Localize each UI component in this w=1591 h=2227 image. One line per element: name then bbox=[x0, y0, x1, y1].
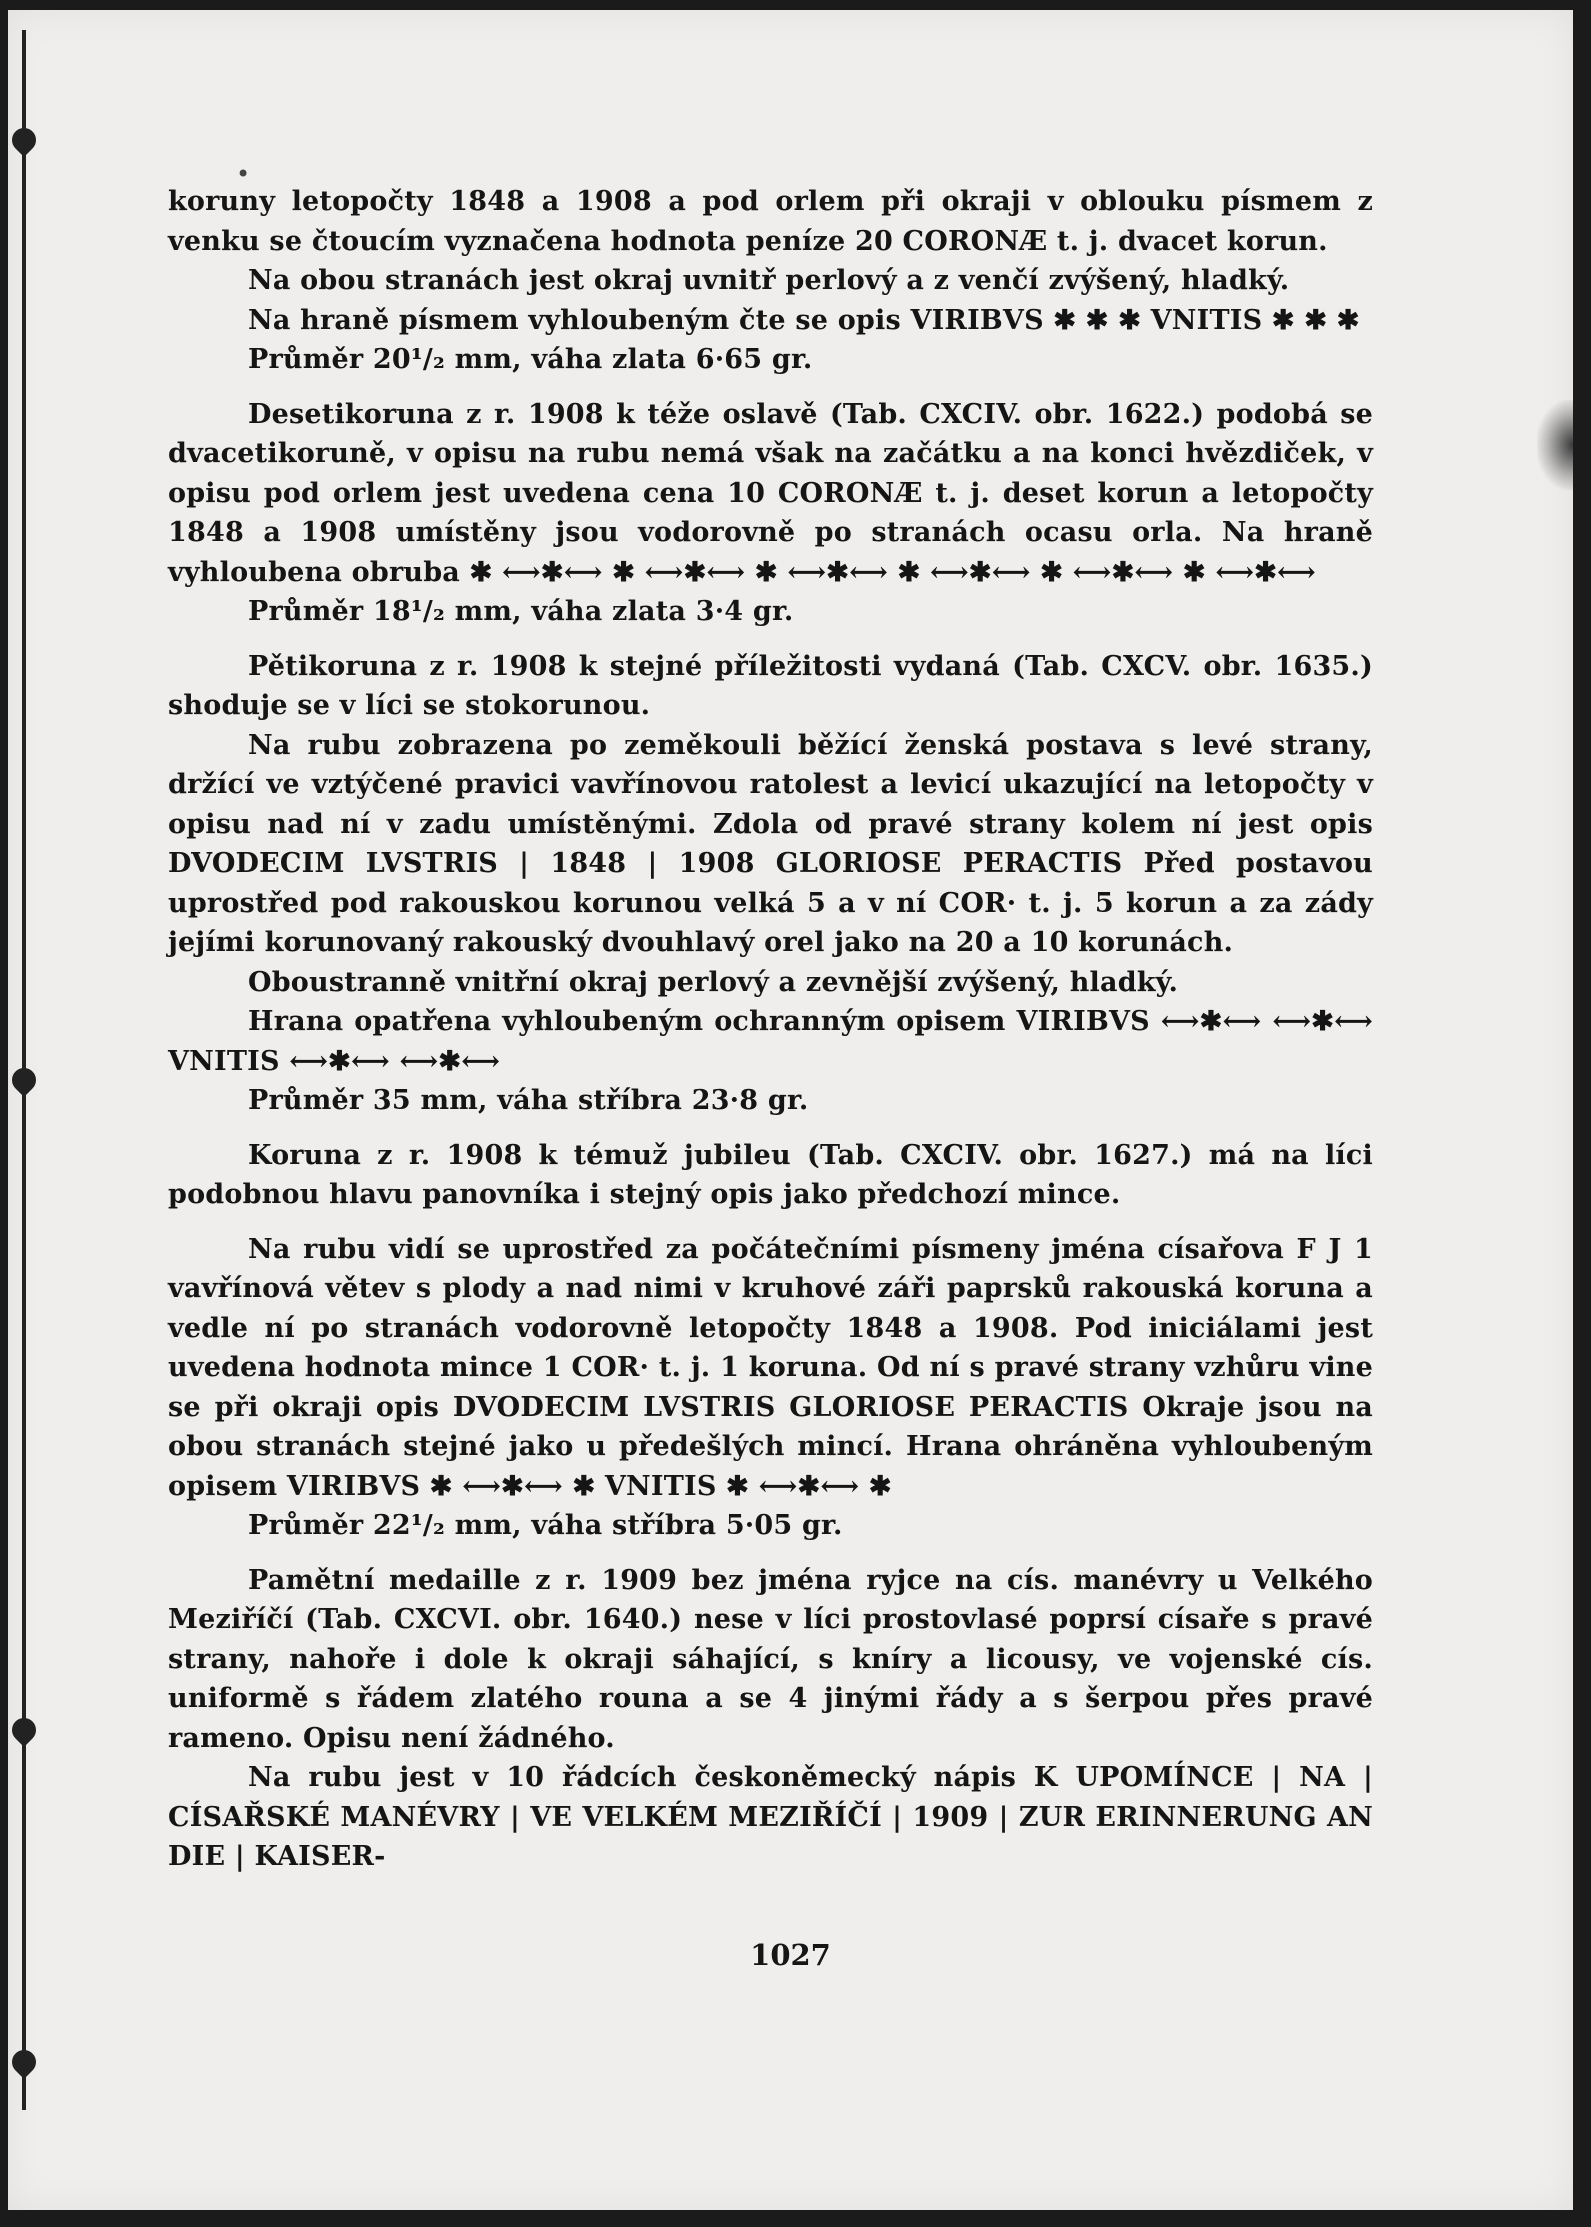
paragraph: Oboustranně vnitřní okraj perlový a zevnější zvýšený, hladký. bbox=[248, 966, 1179, 998]
scan-shadow bbox=[1537, 400, 1573, 490]
paragraph: koruny letopočty 1848 a 1908 a pod orlem při okraji v oblouku písmem z venku se čtoucím vyznačena hodnota peníze 20 CORONÆ t. j. dvacet korun. bbox=[168, 186, 1373, 257]
page-number: 1027 bbox=[750, 1938, 831, 1972]
paragraph: Na rubu zobrazena po zeměkouli běžící ženská postava s levé strany, držící ve vztýčené pravici vavřínovou ratolest a levicí ukazující na letopočty v opisu nad ní v zadu umístěnými. Zdola od pravé strany kolem ní jest opis DVODECIM LVSTRIS | 1848 | 1908 GLORIOSE PERACTIS Před postavou uprostřed pod rakouskou korunou velká 5 a v ní COR· t. j. 5 korun a za zády jejími korunovaný rakouský dvouhlavý orel jako na 20 a 10 korunách. bbox=[168, 729, 1373, 958]
paragraph: Na rubu jest v 10 řádcích českoněmecký nápis K UPOMÍNCE | NA | CÍSAŘSKÉ MANÉVRY | VE VELKÉM MEZIŘÍČÍ | 1909 | ZUR ERINNERUNG AN DIE | KAISER- bbox=[168, 1762, 1373, 1872]
document-page: • koruny letopočty 1848 a 1908 a pod orlem při okraji v oblouku písmem z venku se čtoucím vyznačena hodnota peníze 20 CORONÆ t. j. dvacet korun. Na obou stranách jest okraj uvnitř perlový a z venčí zvýšený, hladký. Na hraně písmem vyhloubeným čte se opis VIRIBVS ✱ ✱ ✱ VNITIS ✱ ✱ ✱ Průměr 20¹/₂ mm, váha zlata 6·65 gr. Desetikoruna z r. 1908 k téže oslavě (Tab. CXCIV. obr. 1622.) podobá se dvacetikoruně, v opisu na rubu nemá však na začátku a na konci hvězdiček, v opisu pod orlem jest uvedena cena 10 CORONÆ t. j. deset korun a letopočty 1848 a 1908 umístěny jsou vodorovně po stranách ocasu orla. Na hraně vyhloubena obruba ✱ ⟷✱⟷ ✱ ⟷✱⟷ ✱ ⟷✱⟷ ✱ ⟷✱⟷ ✱ ⟷✱⟷ ✱ ⟷✱⟷ Průměr 18¹/₂ mm, váha zlata 3·4 gr. Pětikoruna z r. 1908 k stejné příležitosti vydaná (Tab. CXCV. obr. 1635.) shoduje se v líci se stokorunou. Na rubu zobrazena po zeměkouli běžící ženská postava s levé strany, držící ve vztýčené pravici vavřínovou ratolest a levicí ukazující na letopočty v opisu nad ní v zadu umístěnými. Zdola od pravé strany kolem ní jest opis DVODECIM LVSTRIS | 1848 | 1908 GLORIOSE PERACTIS Před postavou uprostřed pod rakouskou korunou velká 5 a v ní COR· t. j. 5 korun a za zády jejími korunovaný rakouský dvouhlavý orel jako na 20 a 10 korunách. Oboustranně vnitřní okraj perlový a zevnější zvýšený, hladký. Hrana opatřena vyhloubeným ochranným opisem VIRIBVS ⟷✱⟷ ⟷✱⟷ VNITIS ⟷✱⟷ ⟷✱⟷ Průměr 35 mm, váha stříbra 23·8 gr. Koruna z r. 1908 k témuž jubileu (Tab. CXCIV. obr. 1627.) má na líci podobnou hlavu panovníka i stejný opis jako předchozí mince. Na rubu vidí se uprostřed za počátečními písmeny jména císařova F J 1 vavřínová větev s plody a nad nimi v kruhové záři paprsků rakouská koruna a vedle ní po stranách vodorovně letopočty 1848 a 1908. Pod iniciálami jest uvedena hodnota mince 1 COR· t. j. 1 koruna. Od ní s pravé strany vzhůru vine se při okraji opis DVODECIM LVSTRIS GLORIOSE PERACTIS Okraje jsou na obou stranách stejné jako u předešlých mincí. Hrana ohráněna vyhloubeným opisem VIRIBVS ✱ ⟷✱⟷ ✱ VNITIS ✱ ⟷✱⟷ ✱ Průměr 22¹/₂ mm, váha stříbra 5·05 gr. Pamětní medaille z r. 1909 bez jména ryjce na cís. manévry u Velkého Meziříčí (Tab. CXCVI. obr. 1640.) nese v líci prostovlasé poprsí císaře s pravé strany, nahoře i dole k okraji sáhající, s kníry a licousy, ve vojenské cís. uniformě s řádem zlatého rouna a se 4 jinými řády a s šerpou přes pravé rameno. Opisu není žádného. Na rubu jest v 10 řádcích českoněmecký nápis K UPOMÍNCE | NA | CÍSAŘSKÉ MANÉVRY | VE VELKÉM MEZIŘÍČÍ | 1909 | ZUR ERINNERUNG AN DIE | KAISER- 1027 bbox=[8, 10, 1573, 2210]
paragraph: Pětikoruna z r. 1908 k stejné příležitosti vydaná (Tab. CXCV. obr. 1635.) shoduje se v líci se stokorunou. bbox=[168, 650, 1373, 721]
binding-edge bbox=[8, 10, 44, 2210]
paragraph: Na hraně písmem vyhloubeným čte se opis VIRIBVS ✱ ✱ ✱ VNITIS ✱ ✱ ✱ bbox=[248, 304, 1360, 336]
paragraph: Průměr 18¹/₂ mm, váha zlata 3·4 gr. bbox=[248, 596, 794, 627]
paragraph: Desetikoruna z r. 1908 k téže oslavě (Tab. CXCIV. obr. 1622.) podobá se dvacetikoruně, v opisu na rubu nemá však na začátku a na konci hvězdiček, v opisu pod orlem jest uvedena cena 10 CORONÆ t. j. deset korun a letopočty 1848 a 1908 umístěny jsou vodorovně po stranách ocasu orla. Na hraně vyhloubena obruba ✱ ⟷✱⟷ ✱ ⟷✱⟷ ✱ ⟷✱⟷ ✱ ⟷✱⟷ ✱ ⟷✱⟷ ✱ ⟷✱⟷ bbox=[168, 398, 1373, 588]
paragraph: Na rubu vidí se uprostřed za počátečními písmeny jména císařova F J 1 vavřínová větev s plody a nad nimi v kruhové záři paprsků rakouská koruna a vedle ní po stranách vodorovně letopočty 1848 a 1908. Pod iniciálami jest uvedena hodnota mince 1 COR· t. j. 1 koruna. Od ní s pravé strany vzhůru vine se při okraji opis DVODECIM LVSTRIS GLORIOSE PERACTIS Okraje jsou na obou stranách stejné jako u předešlých mincí. Hrana ohráněna vyhloubeným opisem VIRIBVS ✱ ⟷✱⟷ ✱ VNITIS ✱ ⟷✱⟷ ✱ bbox=[168, 1233, 1373, 1502]
paragraph: Na obou stranách jest okraj uvnitř perlový a z venčí zvýšený, hladký. bbox=[248, 265, 1290, 296]
paragraph: Koruna z r. 1908 k témuž jubileu (Tab. CXCIV. obr. 1627.) má na líci podobnou hlavu panovníka i stejný opis jako předchozí mince. bbox=[168, 1139, 1373, 1210]
paragraph: Průměr 22¹/₂ mm, váha stříbra 5·05 gr. bbox=[248, 1510, 843, 1541]
body-text bbox=[168, 182, 1373, 1877]
paragraph: Průměr 35 mm, váha stříbra 23·8 gr. bbox=[248, 1085, 809, 1116]
paragraph: Hrana opatřena vyhloubeným ochranným opisem VIRIBVS ⟷✱⟷ ⟷✱⟷ VNITIS ⟷✱⟷ ⟷✱⟷ bbox=[168, 1006, 1373, 1077]
paragraph: Průměr 20¹/₂ mm, váha zlata 6·65 gr. bbox=[248, 344, 813, 375]
paragraph: Pamětní medaille z r. 1909 bez jména ryjce na cís. manévry u Velkého Meziříčí (Tab. CXCVI. obr. 1640.) nese v líci prostovlasé poprsí císaře s pravé strany, nahoře i dole k okraji sáhající, s kníry a licousy, ve vojenské cís. uniformě s řádem zlatého rouna a se 4 jinými řády a s šerpou přes pravé rameno. Opisu není žádného. bbox=[168, 1564, 1373, 1754]
